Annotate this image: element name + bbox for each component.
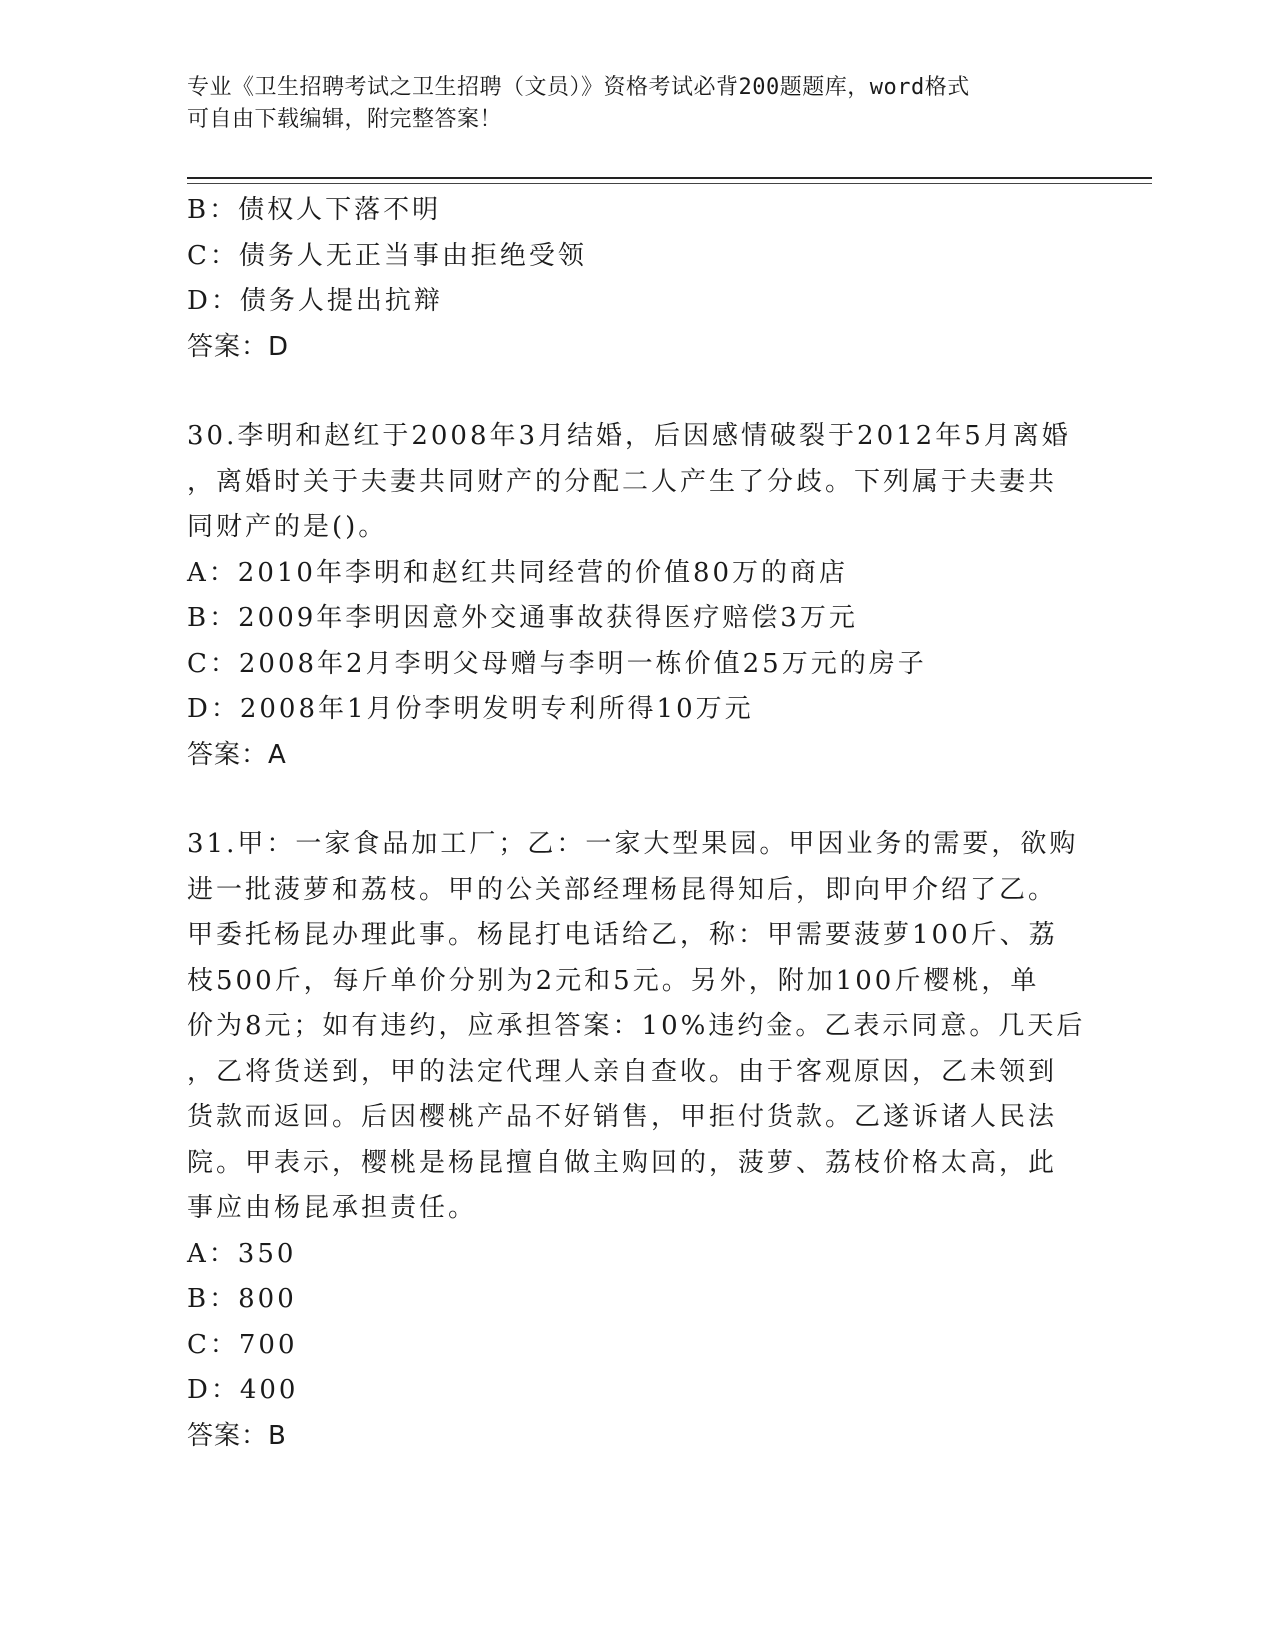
header-line-2: 可自由下载编辑，附完整答案！ bbox=[187, 107, 503, 132]
question-stem-line: 货款而返回。后因樱桃产品不好销售，甲拒付货款。乙遂诉诸人民法 bbox=[187, 1102, 1058, 1132]
document-header bbox=[187, 72, 1087, 136]
question-30 bbox=[187, 414, 1077, 778]
question-stem-line: 甲委托杨昆办理此事。杨昆打电话给乙，称：甲需要菠萝100斤、荔 bbox=[187, 920, 1058, 950]
question-stem-line: 30.李明和赵红于2008年3月结婚，后因感情破裂于2012年5月离婚 bbox=[187, 421, 1071, 451]
option-a: A：2010年李明和赵红共同经营的价值80万的商店 bbox=[187, 557, 849, 588]
spacer bbox=[187, 370, 1077, 414]
header-divider-thin bbox=[187, 183, 1152, 184]
question-stem-line: 事应由杨昆承担责任。 bbox=[187, 1193, 478, 1223]
option-c: C：2008年2月李明父母赠与李明一栋价值25万元的房子 bbox=[187, 648, 927, 679]
option-a: A：350 bbox=[187, 1238, 297, 1269]
question-29-tail bbox=[187, 188, 1077, 370]
option-c: C：700 bbox=[187, 1329, 298, 1360]
option-b: B：2009年李明因意外交通事故获得医疗赔偿3万元 bbox=[187, 603, 858, 633]
option-b: B：800 bbox=[187, 1284, 297, 1314]
header-line-1: 专业《卫生招聘考试之卫生招聘（文员）》资格考试必背200题题库，word格式 bbox=[187, 75, 970, 100]
option-d: D：债务人提出抗辩 bbox=[187, 286, 443, 316]
spacer bbox=[187, 778, 1077, 822]
question-stem-line: 进一批菠萝和荔枝。甲的公关部经理杨昆得知后，即向甲介绍了乙。 bbox=[187, 874, 1058, 905]
answer: 答案：D bbox=[187, 331, 290, 362]
answer: 答案：B bbox=[187, 1420, 287, 1451]
question-stem-line: ，离婚时关于夫妻共同财产的分配二人产生了分歧。下列属于夫妻共 bbox=[187, 466, 1058, 497]
question-31 bbox=[187, 822, 1086, 1459]
answer: 答案：A bbox=[187, 739, 287, 770]
question-stem-line: 价为8元；如有违约，应承担答案：10%违约金。乙表示同意。几天后 bbox=[187, 1011, 1086, 1041]
document-body bbox=[187, 188, 1086, 1459]
option-d: D：2008年1月份李明发明专利所得10万元 bbox=[187, 694, 754, 724]
option-b: B：债权人下落不明 bbox=[187, 195, 442, 225]
question-stem-line: ，乙将货送到，甲的法定代理人亲自查收。由于客观原因，乙未领到 bbox=[187, 1056, 1058, 1087]
option-c: C：债务人无正当事由拒绝受领 bbox=[187, 240, 587, 271]
question-stem-line: 31.甲：一家食品加工厂；乙：一家大型果园。甲因业务的需要，欲购 bbox=[187, 829, 1079, 859]
question-stem-line: 枝500斤，每斤单价分别为2元和5元。另外，附加100斤樱桃，单 bbox=[187, 965, 1040, 996]
question-stem-line: 同财产的是()。 bbox=[187, 512, 388, 542]
option-d: D：400 bbox=[187, 1375, 299, 1405]
header-divider-thick bbox=[187, 177, 1152, 179]
question-stem-line: 院。甲表示，樱桃是杨昆擅自做主购回的，菠萝、荔枝价格太高，此 bbox=[187, 1147, 1058, 1178]
